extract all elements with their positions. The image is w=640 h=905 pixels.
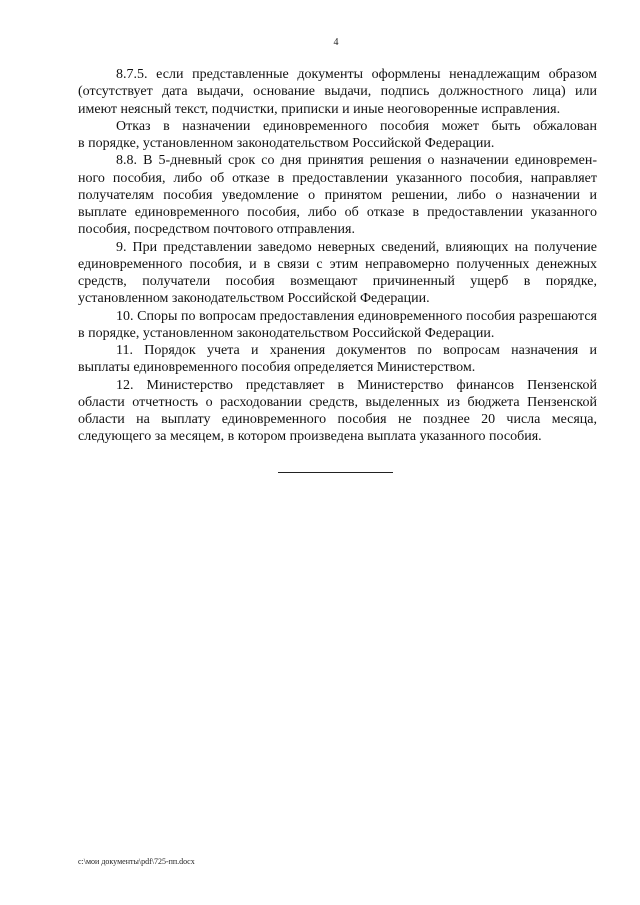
document-body [78, 66, 597, 446]
paragraph-line: 11. Порядок учета и хранения документов по вопросам назначения и [116, 343, 597, 358]
paragraph-line: выплаты единовременного пособия определяется Министерством. [78, 360, 476, 376]
paragraph-line: в порядке, установленном законодательством Российской Федерации. [78, 325, 495, 341]
paragraph-line: 8.8. В 5-дневный срок со дня принятия решения о назначении единовремен- [116, 153, 597, 169]
paragraph-line: единовременного пособия, и в связи с этим неправомерно полученных денежных [78, 256, 597, 272]
paragraph-line: области на выплату единовременного пособия не позднее 20 числа месяца, [78, 412, 597, 427]
paragraph-line: ного пособия, либо об отказе в предоставлении указанного пособия, направляет [78, 170, 597, 186]
clause-11 [78, 342, 597, 377]
paragraph-line: имеют неясный текст, подчистки, приписки и иные неоговоренные исправления. [78, 101, 561, 117]
appeal-paragraph [78, 118, 597, 153]
paragraph-line: 8.7.5. если представленные документы оформлены ненадлежащим образом [116, 67, 597, 82]
paragraph-line: в порядке, установленном законодательством Российской Федерации. [78, 136, 495, 151]
end-of-text-rule [278, 472, 393, 473]
paragraph-line: следующего за месяцем, в котором произведена выплата указанного пособия. [78, 429, 542, 445]
paragraph-line: области отчетность о расходовании средств, выделенных из бюджета Пензенской [78, 394, 597, 410]
clause-9 [78, 239, 597, 308]
clause-8-7-5 [78, 66, 597, 118]
clause-8-8 [78, 152, 597, 238]
paragraph-line: Отказ в назначении единовременного пособия может быть обжалован [116, 118, 597, 134]
file-path-footer: c:\мои документы\pdf\725-пп.docx [78, 857, 195, 866]
paragraph-line: 12. Министерство представляет в Министерство финансов Пензенской [116, 377, 597, 393]
paragraph-line: средств, получатели пособия возмещают причиненный ущерб в порядке, [78, 274, 597, 289]
paragraph-line: установленном законодательством Российской Федерации. [78, 291, 430, 307]
paragraph-line: получателям пособия уведомление о принятом решении, либо о назначении и [78, 187, 597, 203]
paragraph-line: выплате единовременного пособия, либо об отказе в предоставлении указанного [78, 205, 597, 220]
clause-10 [78, 308, 597, 343]
page-number: 4 [333, 37, 339, 48]
paragraph-line: пособия, посредством почтового отправления. [78, 222, 355, 238]
paragraph-line: 9. При представлении заведомо неверных сведений, влияющих на получение [116, 239, 597, 255]
clause-12 [78, 377, 597, 446]
paragraph-line: (отсутствует дата выдачи, основание выдачи, подпись должностного лица) или [78, 84, 597, 100]
paragraph-line: 10. Споры по вопросам предоставления единовременного пособия разрешаются [116, 308, 597, 324]
